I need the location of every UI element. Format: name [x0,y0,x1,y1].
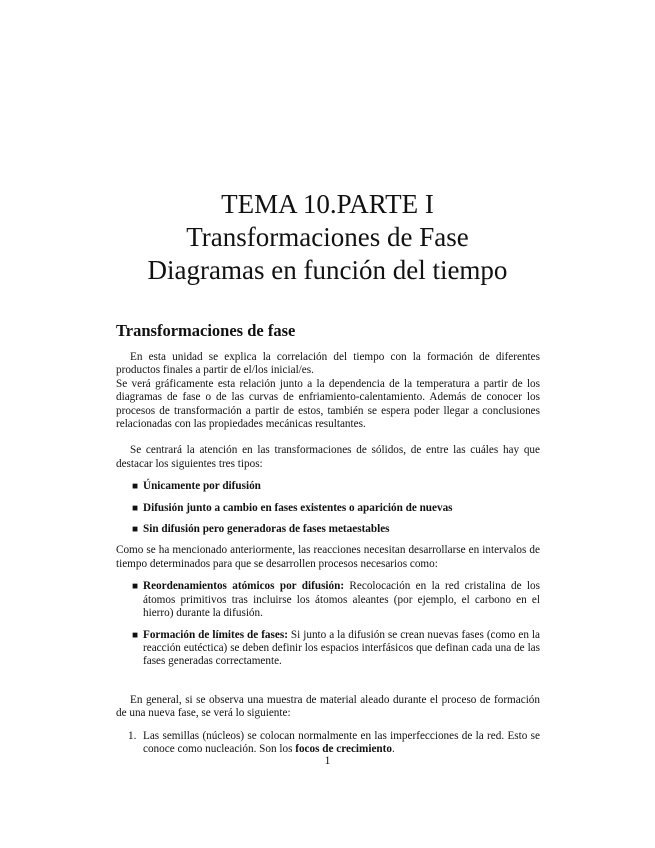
reactions-list [116,580,540,668]
reaction-text-2: Si junto a la difusión se crean nuevas fases (como en la reacción eutéctica) se deben definir los espacios interfásicos que definan cada una de las fases generadas correctamente. [143,628,541,668]
page-number: 1 [324,755,331,767]
reaction-term-1: Reordenamientos atómicos por difusión: [143,580,345,593]
list-item [116,580,540,620]
bullet-icon: ■ [132,524,139,536]
list-item [116,480,540,493]
title-line-1: TEMA 10.PARTE I [221,189,434,219]
section-heading: Transformaciones de fase [116,321,296,340]
intro-paragraph-3: Se centrará la atención en las transformaciones de sólidos, de entre las cuáles hay que destacar los siguientes tres tipos: [116,444,540,470]
body-text [116,351,540,756]
reaction-text-1: Recolocación en la red cristalina de los átomos primitivos tras incluirse los átomos aleantes (por ejemplo, el carbono en el hierro) durante la difusión. [143,580,540,620]
item-number: 1. [128,729,137,742]
list-item [116,523,540,536]
type-item-2: Difusión junto a cambio en fases existentes o aparición de nuevas [143,501,453,514]
reaction-term-2: Formación de límites de fases: [143,628,288,641]
title-line-2: Transformaciones de Fase [186,222,469,252]
document-title [0,188,655,287]
bullet-icon: ■ [132,629,139,641]
bullet-icon: ■ [132,481,139,493]
intro-paragraph-1: En esta unidad se explica la correlación del tiempo con la formación de diferentes productos finales a partir de el/los inicial/es. [116,351,540,377]
general-item-bold: focos de crecimiento [295,742,392,755]
bullet-icon: ■ [132,581,139,593]
intro-paragraph-2: Se verá gráficamente esta relación junto a la dependencia de la temperatura a partir de los diagramas de fase o de las curvas de enfriamiento-calentamiento. Además de conocer los procesos de transformación a partir de estos, también se espera poder llegar a conclusiones relacionadas con las propiedades mecánicas resultantes. [116,377,540,431]
bullet-icon: ■ [132,502,139,514]
types-list [116,480,540,536]
list-item [116,730,540,757]
type-item-3: Sin difusión pero generadoras de fases metaestables [143,523,390,536]
general-list [116,730,540,757]
title-line-3: Diagramas en función del tiempo [147,255,508,285]
reactions-paragraph: Como se ha mencionado anteriormente, las reacciones necesitan desarrollarse en intervalos de tiempo determinados para que se desarrollen procesos necesarios como: [116,544,540,570]
list-item [116,629,540,669]
list-item [116,502,540,515]
general-item-tail: . [391,742,395,755]
general-paragraph: En general, si se observa una muestra de material aleado durante el proceso de formación de una nueva fase, se verá lo siguiente: [116,693,540,720]
type-item-1: Únicamente por difusión [143,480,261,493]
general-item-text: Las semillas (núcleos) se colocan normalmente en las imperfecciones de la red. Esto se conoce como nucleación. Son los [143,729,540,755]
